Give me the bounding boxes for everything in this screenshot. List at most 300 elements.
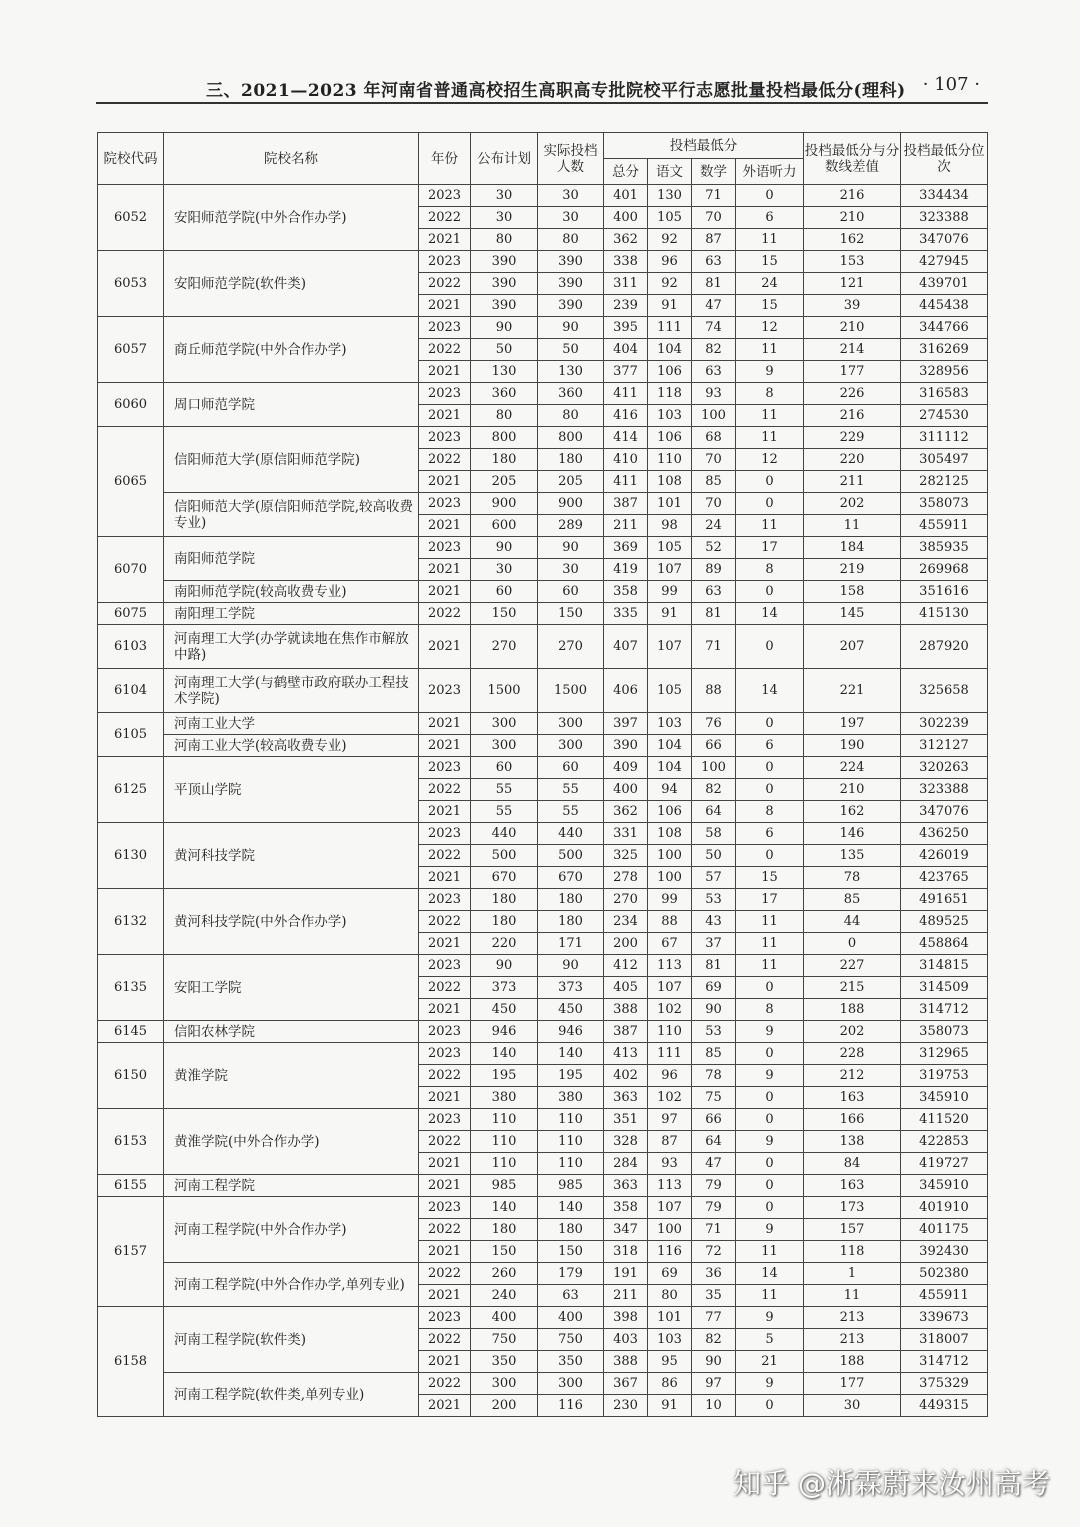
- header-foreign-listening: 外语听力: [736, 159, 804, 185]
- cell-plan: 50: [471, 339, 538, 361]
- cell-rank: 269968: [901, 559, 988, 581]
- cell-math: 36: [692, 1263, 736, 1285]
- cell-math: 53: [692, 889, 736, 911]
- institution-name: 安阳师范学院(中外合作办学): [164, 185, 419, 251]
- cell-rank: 439701: [901, 273, 988, 295]
- cell-math: 75: [692, 1087, 736, 1109]
- cell-math: 35: [692, 1285, 736, 1307]
- institution-code: 6060: [98, 383, 164, 427]
- cell-foreign-listening: 14: [736, 669, 804, 713]
- institution-code: 6125: [98, 757, 164, 823]
- cell-math: 10: [692, 1395, 736, 1417]
- cell-chinese: 113: [648, 955, 692, 977]
- institution-name: 南阳师范学院(较高收费专业): [164, 581, 419, 603]
- cell-foreign-listening: 11: [736, 911, 804, 933]
- cell-rank: 314815: [901, 955, 988, 977]
- cell-chinese: 118: [648, 383, 692, 405]
- cell-total: 388: [604, 1351, 648, 1373]
- cell-total: 387: [604, 1021, 648, 1043]
- cell-rank: 334434: [901, 185, 988, 207]
- cell-actual: 350: [538, 1351, 604, 1373]
- cell-chinese: 99: [648, 581, 692, 603]
- institution-code: 6135: [98, 955, 164, 1021]
- cell-plan: 30: [471, 559, 538, 581]
- cell-actual: 800: [538, 427, 604, 449]
- institution-name: 黄淮学院: [164, 1043, 419, 1109]
- cell-rank: 422853: [901, 1131, 988, 1153]
- cell-foreign-listening: 9: [736, 361, 804, 383]
- cell-plan: 60: [471, 757, 538, 779]
- institution-code: 6104: [98, 669, 164, 713]
- cell-year: 2021: [419, 1285, 471, 1307]
- institution-code: 6130: [98, 823, 164, 889]
- table-row: [98, 735, 988, 757]
- cell-rank: 411520: [901, 1109, 988, 1131]
- cell-actual: 150: [538, 603, 604, 625]
- institution-code: 6052: [98, 185, 164, 251]
- cell-total: 413: [604, 1043, 648, 1065]
- cell-total: 367: [604, 1373, 648, 1395]
- cell-total: 407: [604, 625, 648, 669]
- cell-year: 2023: [419, 185, 471, 207]
- cell-actual: 80: [538, 229, 604, 251]
- institution-name: 信阳师范大学(原信阳师范学院): [164, 427, 419, 493]
- cell-diff: 145: [804, 603, 901, 625]
- cell-diff: 162: [804, 229, 901, 251]
- table-row: [98, 889, 988, 911]
- cell-actual: 180: [538, 889, 604, 911]
- cell-foreign-listening: 17: [736, 889, 804, 911]
- cell-year: 2021: [419, 933, 471, 955]
- header-math: 数学: [692, 159, 736, 185]
- cell-rank: 419727: [901, 1153, 988, 1175]
- table-row: [98, 383, 988, 405]
- cell-plan: 180: [471, 1219, 538, 1241]
- cell-chinese: 97: [648, 1109, 692, 1131]
- cell-chinese: 67: [648, 933, 692, 955]
- institution-name: 信阳师范大学(原信阳师范学院,较高收费专业): [164, 493, 419, 537]
- institution-name: 河南工程学院: [164, 1175, 419, 1197]
- cell-actual: 390: [538, 273, 604, 295]
- cell-math: 70: [692, 449, 736, 471]
- institution-code: 6105: [98, 713, 164, 757]
- cell-diff: 210: [804, 317, 901, 339]
- cell-foreign-listening: 0: [736, 1395, 804, 1417]
- table-row: [98, 625, 988, 669]
- cell-diff: 210: [804, 207, 901, 229]
- cell-actual: 300: [538, 735, 604, 757]
- cell-math: 24: [692, 515, 736, 537]
- cell-year: 2022: [419, 1131, 471, 1153]
- cell-rank: 489525: [901, 911, 988, 933]
- cell-year: 2021: [419, 295, 471, 317]
- cell-foreign-listening: 6: [736, 823, 804, 845]
- cell-math: 53: [692, 1021, 736, 1043]
- cell-math: 71: [692, 1219, 736, 1241]
- cell-chinese: 130: [648, 185, 692, 207]
- institution-name: 信阳农林学院: [164, 1021, 419, 1043]
- cell-total: 401: [604, 185, 648, 207]
- cell-math: 82: [692, 1329, 736, 1351]
- cell-plan: 110: [471, 1131, 538, 1153]
- score-table: [97, 132, 988, 1417]
- cell-diff: 202: [804, 493, 901, 515]
- cell-actual: 110: [538, 1131, 604, 1153]
- cell-total: 400: [604, 779, 648, 801]
- cell-chinese: 111: [648, 1043, 692, 1065]
- cell-year: 2022: [419, 977, 471, 999]
- cell-chinese: 98: [648, 515, 692, 537]
- cell-rank: 455911: [901, 1285, 988, 1307]
- cell-rank: 351616: [901, 581, 988, 603]
- cell-actual: 360: [538, 383, 604, 405]
- cell-actual: 90: [538, 317, 604, 339]
- cell-actual: 380: [538, 1087, 604, 1109]
- cell-year: 2022: [419, 911, 471, 933]
- cell-chinese: 96: [648, 251, 692, 273]
- institution-name: 南阳理工学院: [164, 603, 419, 625]
- cell-actual: 110: [538, 1153, 604, 1175]
- cell-rank: 328956: [901, 361, 988, 383]
- cell-foreign-listening: 11: [736, 405, 804, 427]
- institution-code: 6053: [98, 251, 164, 317]
- cell-plan: 110: [471, 1109, 538, 1131]
- institution-code: 6070: [98, 537, 164, 603]
- cell-diff: 188: [804, 999, 901, 1021]
- cell-chinese: 105: [648, 669, 692, 713]
- cell-plan: 373: [471, 977, 538, 999]
- cell-foreign-listening: 12: [736, 317, 804, 339]
- header-actual: 实际投档人数: [538, 133, 604, 185]
- cell-actual: 985: [538, 1175, 604, 1197]
- cell-plan: 946: [471, 1021, 538, 1043]
- cell-math: 100: [692, 405, 736, 427]
- cell-total: 362: [604, 229, 648, 251]
- cell-rank: 502380: [901, 1263, 988, 1285]
- cell-diff: 163: [804, 1175, 901, 1197]
- table-row: [98, 1373, 988, 1395]
- header-chinese: 语文: [648, 159, 692, 185]
- cell-total: 335: [604, 603, 648, 625]
- cell-total: 395: [604, 317, 648, 339]
- cell-rank: 426019: [901, 845, 988, 867]
- cell-year: 2023: [419, 889, 471, 911]
- cell-math: 93: [692, 383, 736, 405]
- cell-chinese: 101: [648, 1307, 692, 1329]
- cell-chinese: 91: [648, 295, 692, 317]
- cell-year: 2023: [419, 427, 471, 449]
- cell-diff: 215: [804, 977, 901, 999]
- institution-name: 安阳工学院: [164, 955, 419, 1021]
- cell-plan: 400: [471, 1307, 538, 1329]
- cell-total: 318: [604, 1241, 648, 1263]
- cell-chinese: 87: [648, 1131, 692, 1153]
- table-row: [98, 603, 988, 625]
- institution-name: 河南工程学院(软件类,单列专业): [164, 1373, 419, 1417]
- cell-diff: 162: [804, 801, 901, 823]
- cell-actual: 400: [538, 1307, 604, 1329]
- cell-chinese: 100: [648, 1219, 692, 1241]
- table-row: [98, 757, 988, 779]
- cell-diff: 220: [804, 449, 901, 471]
- cell-plan: 390: [471, 295, 538, 317]
- institution-name: 商丘师范学院(中外合作办学): [164, 317, 419, 383]
- cell-rank: 302239: [901, 713, 988, 735]
- cell-chinese: 104: [648, 339, 692, 361]
- cell-diff: 216: [804, 185, 901, 207]
- table-row: [98, 1307, 988, 1329]
- cell-total: 358: [604, 581, 648, 603]
- cell-total: 398: [604, 1307, 648, 1329]
- cell-actual: 110: [538, 1109, 604, 1131]
- cell-diff: 207: [804, 625, 901, 669]
- cell-total: 338: [604, 251, 648, 273]
- cell-foreign-listening: 0: [736, 757, 804, 779]
- cell-actual: 390: [538, 251, 604, 273]
- cell-plan: 600: [471, 515, 538, 537]
- cell-foreign-listening: 9: [736, 1021, 804, 1043]
- cell-plan: 450: [471, 999, 538, 1021]
- page-title: 三、2021—2023 年河南省普通高校招生高职高专批院校平行志愿批量投档最低分(理科): [206, 81, 906, 101]
- cell-actual: 289: [538, 515, 604, 537]
- cell-rank: 312127: [901, 735, 988, 757]
- cell-diff: 173: [804, 1197, 901, 1219]
- institution-code: 6150: [98, 1043, 164, 1109]
- cell-plan: 180: [471, 449, 538, 471]
- cell-plan: 55: [471, 801, 538, 823]
- cell-actual: 55: [538, 801, 604, 823]
- cell-actual: 180: [538, 449, 604, 471]
- cell-plan: 30: [471, 185, 538, 207]
- cell-plan: 380: [471, 1087, 538, 1109]
- cell-diff: 39: [804, 295, 901, 317]
- institution-name: 平顶山学院: [164, 757, 419, 823]
- cell-math: 70: [692, 207, 736, 229]
- cell-chinese: 69: [648, 1263, 692, 1285]
- cell-chinese: 102: [648, 1087, 692, 1109]
- cell-total: 412: [604, 955, 648, 977]
- cell-foreign-listening: 15: [736, 251, 804, 273]
- institution-name: 周口师范学院: [164, 383, 419, 427]
- cell-rank: 274530: [901, 405, 988, 427]
- cell-total: 362: [604, 801, 648, 823]
- cell-total: 390: [604, 735, 648, 757]
- cell-foreign-listening: 9: [736, 1307, 804, 1329]
- cell-year: 2023: [419, 1109, 471, 1131]
- institution-code: 6075: [98, 603, 164, 625]
- cell-year: 2021: [419, 1175, 471, 1197]
- cell-actual: 55: [538, 779, 604, 801]
- cell-chinese: 110: [648, 449, 692, 471]
- cell-total: 388: [604, 999, 648, 1021]
- header-min-score-group: 投档最低分: [604, 133, 804, 159]
- cell-math: 87: [692, 229, 736, 251]
- cell-actual: 205: [538, 471, 604, 493]
- cell-plan: 140: [471, 1197, 538, 1219]
- cell-chinese: 106: [648, 361, 692, 383]
- cell-actual: 80: [538, 405, 604, 427]
- cell-actual: 750: [538, 1329, 604, 1351]
- cell-rank: 323388: [901, 207, 988, 229]
- institution-name: 河南工程学院(软件类): [164, 1307, 419, 1373]
- cell-math: 66: [692, 735, 736, 757]
- cell-math: 79: [692, 1197, 736, 1219]
- cell-year: 2023: [419, 1021, 471, 1043]
- table-row: [98, 1175, 988, 1197]
- table-row: [98, 581, 988, 603]
- cell-chinese: 107: [648, 559, 692, 581]
- cell-math: 71: [692, 185, 736, 207]
- cell-rank: 358073: [901, 493, 988, 515]
- cell-year: 2022: [419, 207, 471, 229]
- header-diff: 投档最低分与分数线差值: [804, 133, 901, 185]
- cell-math: 90: [692, 1351, 736, 1373]
- cell-total: 404: [604, 339, 648, 361]
- cell-rank: 323388: [901, 779, 988, 801]
- cell-foreign-listening: 14: [736, 1263, 804, 1285]
- cell-foreign-listening: 0: [736, 779, 804, 801]
- cell-actual: 500: [538, 845, 604, 867]
- cell-diff: 213: [804, 1307, 901, 1329]
- cell-year: 2021: [419, 1153, 471, 1175]
- cell-total: 406: [604, 669, 648, 713]
- institution-name: 河南理工大学(与鹤壁市政府联办工程技术学院): [164, 669, 419, 713]
- header-plan: 公布计划: [471, 133, 538, 185]
- cell-total: 363: [604, 1087, 648, 1109]
- table-row: [98, 1109, 988, 1131]
- cell-math: 82: [692, 339, 736, 361]
- cell-year: 2022: [419, 1065, 471, 1087]
- cell-actual: 60: [538, 757, 604, 779]
- cell-rank: 282125: [901, 471, 988, 493]
- cell-diff: 224: [804, 757, 901, 779]
- cell-diff: 146: [804, 823, 901, 845]
- cell-math: 79: [692, 1175, 736, 1197]
- cell-foreign-listening: 11: [736, 339, 804, 361]
- cell-total: 211: [604, 515, 648, 537]
- cell-rank: 339673: [901, 1307, 988, 1329]
- cell-actual: 140: [538, 1197, 604, 1219]
- cell-rank: 314509: [901, 977, 988, 999]
- cell-actual: 140: [538, 1043, 604, 1065]
- cell-plan: 60: [471, 581, 538, 603]
- institution-name: 安阳师范学院(软件类): [164, 251, 419, 317]
- cell-chinese: 91: [648, 1395, 692, 1417]
- cell-rank: 445438: [901, 295, 988, 317]
- cell-plan: 270: [471, 625, 538, 669]
- cell-total: 414: [604, 427, 648, 449]
- cell-rank: 320263: [901, 757, 988, 779]
- cell-year: 2021: [419, 515, 471, 537]
- cell-foreign-listening: 12: [736, 449, 804, 471]
- cell-rank: 311112: [901, 427, 988, 449]
- cell-year: 2022: [419, 339, 471, 361]
- cell-rank: 436250: [901, 823, 988, 845]
- institution-code: 6057: [98, 317, 164, 383]
- cell-year: 2021: [419, 1087, 471, 1109]
- institution-name: 河南工程学院(中外合作办学,单列专业): [164, 1263, 419, 1307]
- cell-total: 411: [604, 383, 648, 405]
- cell-math: 57: [692, 867, 736, 889]
- cell-math: 63: [692, 361, 736, 383]
- cell-chinese: 106: [648, 801, 692, 823]
- cell-diff: 138: [804, 1131, 901, 1153]
- cell-math: 85: [692, 1043, 736, 1065]
- cell-rank: 458864: [901, 933, 988, 955]
- cell-diff: 190: [804, 735, 901, 757]
- cell-plan: 30: [471, 207, 538, 229]
- cell-rank: 401175: [901, 1219, 988, 1241]
- cell-total: 397: [604, 713, 648, 735]
- cell-chinese: 108: [648, 823, 692, 845]
- cell-rank: 401910: [901, 1197, 988, 1219]
- cell-foreign-listening: 14: [736, 603, 804, 625]
- cell-math: 66: [692, 1109, 736, 1131]
- cell-plan: 180: [471, 911, 538, 933]
- cell-year: 2021: [419, 559, 471, 581]
- cell-diff: 211: [804, 471, 901, 493]
- cell-math: 77: [692, 1307, 736, 1329]
- cell-math: 81: [692, 955, 736, 977]
- cell-total: 411: [604, 471, 648, 493]
- cell-total: 230: [604, 1395, 648, 1417]
- cell-actual: 90: [538, 537, 604, 559]
- cell-chinese: 105: [648, 207, 692, 229]
- cell-plan: 240: [471, 1285, 538, 1307]
- table-row: [98, 251, 988, 273]
- cell-year: 2021: [419, 801, 471, 823]
- cell-chinese: 103: [648, 405, 692, 427]
- cell-chinese: 104: [648, 757, 692, 779]
- cell-plan: 110: [471, 1153, 538, 1175]
- table-row: [98, 1043, 988, 1065]
- cell-plan: 200: [471, 1395, 538, 1417]
- cell-foreign-listening: 0: [736, 471, 804, 493]
- cell-foreign-listening: 17: [736, 537, 804, 559]
- cell-math: 71: [692, 625, 736, 669]
- cell-foreign-listening: 9: [736, 1219, 804, 1241]
- cell-plan: 360: [471, 383, 538, 405]
- cell-math: 69: [692, 977, 736, 999]
- cell-diff: 202: [804, 1021, 901, 1043]
- cell-total: 403: [604, 1329, 648, 1351]
- cell-diff: 212: [804, 1065, 901, 1087]
- cell-diff: 197: [804, 713, 901, 735]
- cell-foreign-listening: 11: [736, 933, 804, 955]
- cell-diff: 229: [804, 427, 901, 449]
- cell-actual: 60: [538, 581, 604, 603]
- cell-chinese: 106: [648, 427, 692, 449]
- cell-foreign-listening: 9: [736, 1131, 804, 1153]
- cell-diff: 219: [804, 559, 901, 581]
- cell-year: 2022: [419, 273, 471, 295]
- cell-math: 63: [692, 251, 736, 273]
- cell-actual: 180: [538, 1219, 604, 1241]
- cell-rank: 375329: [901, 1373, 988, 1395]
- cell-diff: 188: [804, 1351, 901, 1373]
- cell-math: 63: [692, 581, 736, 603]
- cell-foreign-listening: 0: [736, 625, 804, 669]
- cell-foreign-listening: 6: [736, 207, 804, 229]
- cell-total: 191: [604, 1263, 648, 1285]
- cell-year: 2021: [419, 735, 471, 757]
- cell-chinese: 88: [648, 911, 692, 933]
- cell-year: 2022: [419, 845, 471, 867]
- page-number: · 107 ·: [922, 74, 980, 95]
- cell-plan: 300: [471, 713, 538, 735]
- cell-foreign-listening: 0: [736, 977, 804, 999]
- cell-foreign-listening: 0: [736, 1109, 804, 1131]
